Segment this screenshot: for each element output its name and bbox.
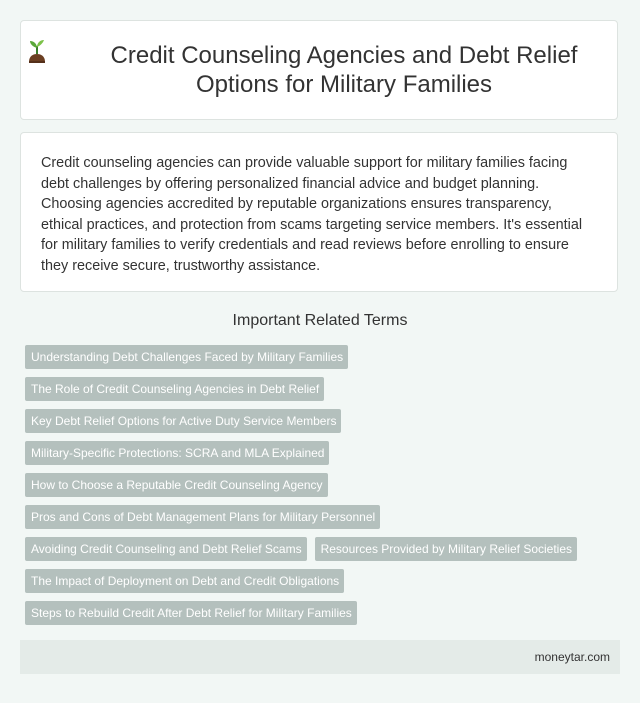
sprout-icon xyxy=(21,37,53,69)
related-term-tag[interactable]: Key Debt Relief Options for Active Duty Service Members xyxy=(25,409,341,433)
page-title: Credit Counseling Agencies and Debt Relief Options for Military Families xyxy=(110,42,578,98)
title-card xyxy=(20,20,618,120)
description-card xyxy=(20,132,618,292)
related-term-tag[interactable]: The Impact of Deployment on Debt and Credit Obligations xyxy=(25,569,344,593)
related-term-tag[interactable]: How to Choose a Reputable Credit Counseling Agency xyxy=(25,473,328,497)
related-term-tag[interactable]: Pros and Cons of Debt Management Plans for Military Personnel xyxy=(25,505,380,529)
tag-row xyxy=(20,569,620,593)
title-row xyxy=(21,41,617,99)
tag-row xyxy=(20,505,620,529)
description-text: Credit counseling agencies can provide valuable support for military families facing debt challenges by offering personalized financial advice and budget planning. Choosing agencies accredited by reputable organizations ensures transparency, ethical practices, and protection from scams targeting service members. It's essential for military families to verify credentials and read reviews before enrolling to ensure they receive secure, trustworthy assistance. xyxy=(41,155,583,274)
related-term-tag[interactable]: Steps to Rebuild Credit After Debt Relief for Military Families xyxy=(25,601,357,625)
related-terms-heading: Important Related Terms xyxy=(232,312,408,329)
footer-site-link[interactable]: moneytar.com xyxy=(534,650,610,664)
related-term-tag[interactable]: Avoiding Credit Counseling and Debt Relief Scams xyxy=(25,537,307,561)
tag-row xyxy=(20,345,620,369)
related-term-tag[interactable]: Understanding Debt Challenges Faced by Military Families xyxy=(25,345,348,369)
tag-row xyxy=(20,537,620,561)
tag-row xyxy=(20,601,620,625)
related-term-tag[interactable]: Resources Provided by Military Relief Societies xyxy=(315,537,577,561)
tag-row xyxy=(20,441,620,465)
related-term-tag[interactable]: Military-Specific Protections: SCRA and MLA Explained xyxy=(25,441,329,465)
related-term-tag[interactable]: The Role of Credit Counseling Agencies in Debt Relief xyxy=(25,377,324,401)
tag-row xyxy=(20,473,620,497)
footer xyxy=(20,640,620,674)
tag-row xyxy=(20,377,620,401)
related-terms-list xyxy=(20,345,620,633)
tag-row xyxy=(20,409,620,433)
